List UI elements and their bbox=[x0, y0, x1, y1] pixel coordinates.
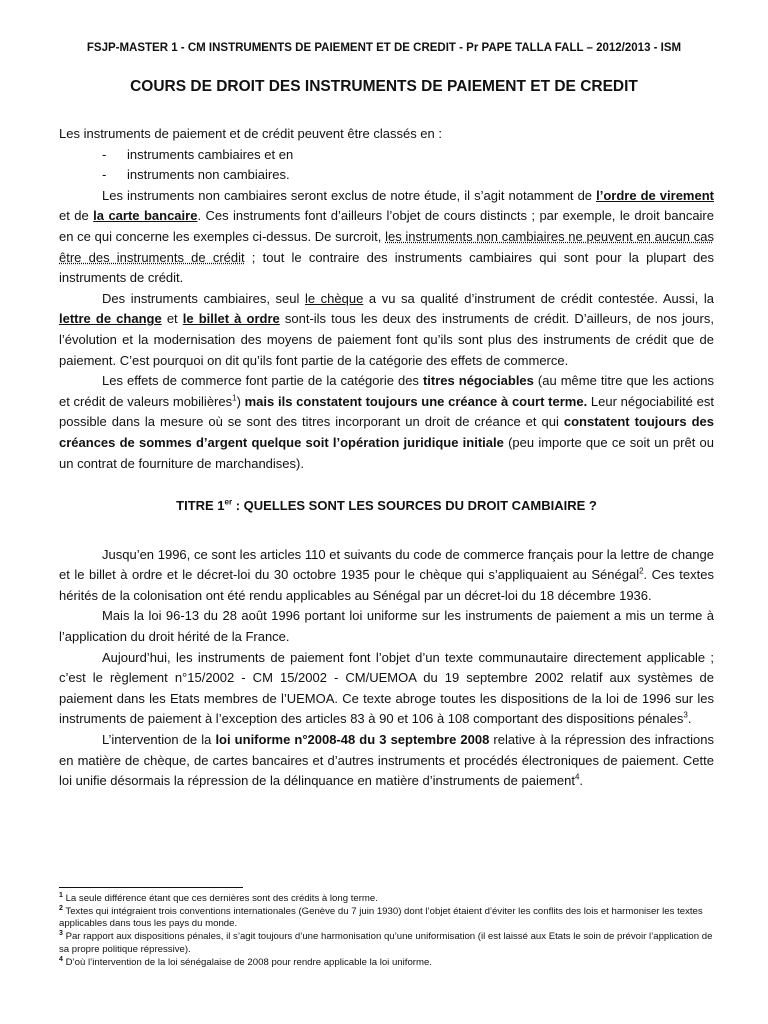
page-header: FSJP-MASTER 1 - CM INSTRUMENTS DE PAIEMENT ET DE CREDIT - Pr PAPE TALLA FALL – 2012/2013 - ISM bbox=[86, 42, 682, 54]
footnotes bbox=[59, 893, 719, 969]
text: Leur négociabilité est possible dans la mesure où se sont des titres incorporant un droit de créance et qui bbox=[59, 393, 714, 430]
emphasis-ordre-de-virement: l’ordre de virement bbox=[596, 187, 714, 203]
list-item-text: instruments non cambiaires. bbox=[127, 167, 290, 183]
paragraph-reglement-uemoa bbox=[59, 648, 714, 730]
text: sont-ils tous les deux des instruments de crédit. D’ailleurs, de nos jours, l’évolution et la modernisation des moyens de paiement font qu’ils sont plus des instruments de crédit que de paiement. C’est pourquoi on dit qu’ils font partie de la catégorie des effets de commerce. bbox=[59, 311, 714, 368]
text: Jusqu’en 1996, ce sont les articles 110 et suivants du code de commerce français pour la lettre de change et le billet à ordre et le décret-loi du 30 octobre 1935 pour le chèque qui s’appliquaient au Sénégal bbox=[59, 546, 714, 583]
footnote-number: 1 bbox=[59, 891, 63, 899]
text: L’intervention de la bbox=[102, 732, 216, 748]
text: . bbox=[579, 773, 584, 789]
emphasis-lettre-de-change: lettre de change bbox=[59, 311, 162, 327]
text: ) bbox=[236, 393, 245, 409]
text: (au même titre que les actions et crédit de valeurs mobilières bbox=[59, 373, 715, 409]
footnote bbox=[59, 893, 719, 906]
footnote-ref: 1 bbox=[232, 393, 237, 403]
paragraph-avant-1996 bbox=[59, 545, 714, 607]
paragraph-loi-1996: Mais la loi 96-13 du 28 août 1996 portant loi uniforme sur les instruments de paiement a mis un terme à l’application du droit hérité de la France. bbox=[59, 608, 714, 645]
emphasis-cheque: le chèque bbox=[304, 290, 364, 306]
footnote bbox=[59, 931, 719, 956]
paragraph-loi-2008 bbox=[59, 730, 714, 792]
footnote-ref: 4 bbox=[574, 772, 580, 782]
text: Des instruments cambiaires, seul bbox=[102, 290, 305, 306]
emphasis-non-cambiaires: les instruments non cambiaires ne peuvent en aucun cas être des instruments de crédit bbox=[59, 228, 714, 265]
footnote-text: La seule différence étant que ces dernières sont des crédits à long terme. bbox=[62, 893, 378, 904]
footnote-number: 2 bbox=[59, 904, 63, 912]
paragraph-effets-de-commerce bbox=[59, 371, 714, 474]
list-dash: - bbox=[102, 167, 107, 183]
document-title: COURS DE DROIT DES INSTRUMENTS DE PAIEMENT ET DE CREDIT bbox=[130, 78, 638, 95]
classification-list bbox=[59, 145, 714, 186]
text: . Ces instruments font d’ailleurs l’objet de cours distincts ; par exemple, le droit bancaire en ce qui concerne les exemples ci-dessus. De surcroit, bbox=[59, 208, 714, 244]
text: . bbox=[687, 711, 692, 727]
footnote-number: 4 bbox=[59, 955, 63, 963]
footnote-ref: 2 bbox=[639, 566, 644, 576]
footnote-text: Par rapport aux dispositions pénales, il s’agit toujours d’une harmonisation qu’une uniformisation (il est laissé aux Etats le soin de prévoir l’application de sa propre politique répressive). bbox=[59, 931, 713, 955]
text: (peu importe que ce soit un prêt ou un contrat de fourniture de marchandises). bbox=[59, 434, 715, 471]
text: Les instruments non cambiaires seront exclus de notre étude, il s’agit notamment de bbox=[102, 187, 597, 203]
emphasis-loi-uniforme: loi uniforme n°2008-48 du 3 septembre 2008 bbox=[215, 732, 490, 748]
text: . Ces textes hérités de la colonisation ont été rendu applicables au Sénégal par un décret-loi du 18 décembre 1936. bbox=[59, 567, 714, 603]
text: : QUELLES SONT LES SOURCES DU DROIT CAMBIAIRE ? bbox=[232, 498, 597, 514]
emphasis-carte-bancaire: la carte bancaire bbox=[93, 208, 198, 224]
text: et de bbox=[59, 208, 94, 224]
footnote-ref: 3 bbox=[683, 711, 688, 721]
emphasis-creances-argent: constatent toujours des créances de sommes d’argent quelque soit l’opération juridique initiale bbox=[59, 414, 714, 450]
text: et bbox=[161, 311, 183, 327]
emphasis-creance: mais ils constatent toujours une créance à court terme. bbox=[244, 393, 588, 409]
document-body bbox=[59, 124, 714, 792]
text: a vu sa qualité d’instrument de crédit contestée. Aussi, la bbox=[363, 290, 714, 306]
emphasis-billet-a-ordre: le billet à ordre bbox=[182, 311, 280, 327]
paragraph-non-cambiaires bbox=[59, 186, 714, 289]
ordinal-suffix: er bbox=[224, 497, 233, 507]
section-title bbox=[59, 496, 714, 517]
text: Aujourd’hui, les instruments de paiement font l’objet d’un texte communautaire directement applicable ; c’est le règlement n°15/2002 - CM 15/2002 - CM/UEMOA du 19 septembre 2002 relatif aux systèmes de paiement dans les Etats membres de l’UEMOA. Ce texte abroge toutes les dispositions de la loi de 1996 sur les instruments de paiement à l’exception des articles 83 à 90 et 106 à 108 comportant des dispositions pénales bbox=[59, 649, 714, 727]
list-item-text: instruments cambiaires et en bbox=[127, 146, 294, 162]
text: ; tout le contraire des instruments cambiaires qui sont pour la plupart des instruments de crédit. bbox=[59, 249, 714, 286]
text: relative à la répression des infractions en matière de chèque, de cartes bancaires et d’autres instruments et procédés électroniques de paiement. Cette loi unifie désormais la répression de la délinquance en matière d’instruments de paiement bbox=[59, 732, 714, 789]
paragraph-cambiaires bbox=[59, 289, 714, 371]
footnote-text: D’où l’intervention de la loi sénégalaise de 2008 pour rendre applicable la loi uniforme. bbox=[62, 956, 432, 968]
list-dash: - bbox=[102, 146, 107, 162]
emphasis-titres-negociables: titres négociables bbox=[422, 373, 534, 389]
list-item bbox=[59, 165, 714, 186]
intro-paragraph: Les instruments de paiement et de crédit peuvent être classés en : bbox=[59, 126, 442, 141]
footnote-separator bbox=[59, 887, 243, 888]
text: TITRE 1 bbox=[176, 498, 225, 514]
footnote-number: 3 bbox=[59, 929, 63, 937]
footnote bbox=[59, 906, 719, 931]
footnote bbox=[59, 957, 719, 970]
footnote-text: Textes qui intégraient trois conventions internationales (Genève du 7 juin 1930) dont l’objet étaient d’éviter les conflits des lois et harmoniser les textes applicables dans tous les pays du monde. bbox=[59, 905, 703, 930]
list-item bbox=[59, 145, 714, 166]
text: Les effets de commerce font partie de la catégorie des bbox=[102, 373, 423, 389]
